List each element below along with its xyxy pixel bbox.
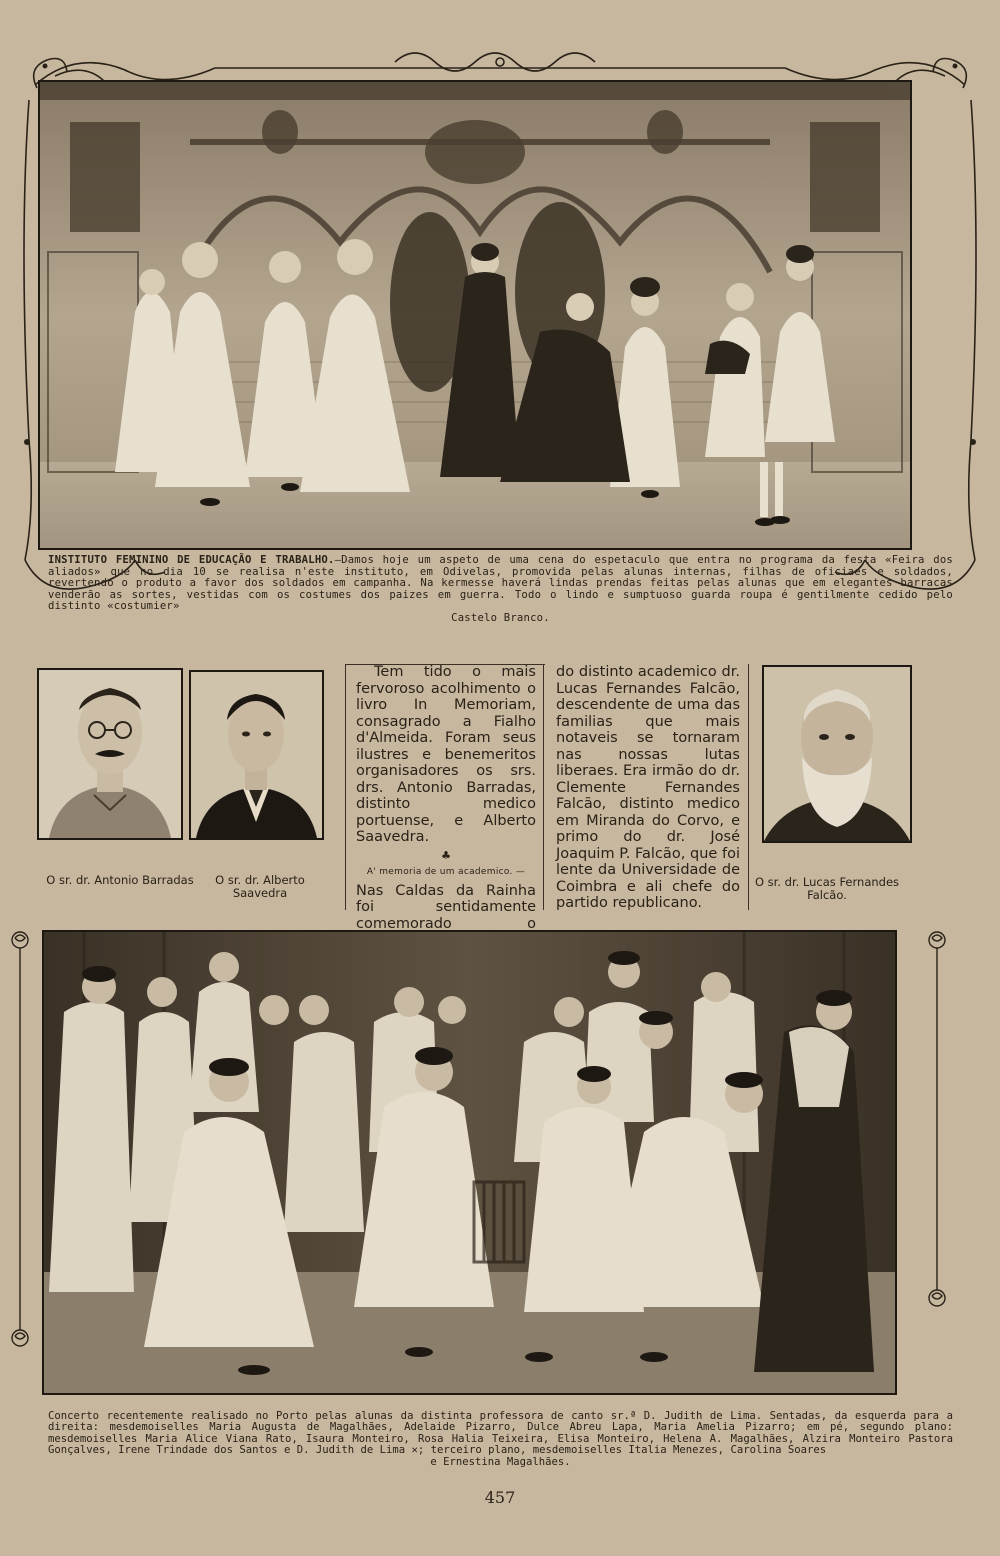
article-paragraph-1: Tem tido o mais fervoroso acolhimento o livro In Memoriam, consagrado a Fialho d'Almeida. Foram seus ilustres e benemeritos organisadores os srs. drs. Antonio Barradas, distinto medico portuense, e Alberto Saavedra. [356, 664, 536, 845]
article-rule-left [345, 664, 346, 910]
caption-saavedra: O sr. dr. Alberto Saavedra [215, 873, 305, 900]
portrait-antonio-barradas [37, 668, 183, 840]
top-caption [48, 555, 953, 625]
caption-barradas: O sr. dr. Antonio Barradas [46, 873, 194, 887]
portrait-alberto-saavedra [189, 670, 324, 840]
article-column-1 [356, 664, 536, 949]
article-rule-right [748, 664, 749, 910]
top-caption-lead: INSTITUTO FEMININO DE EDUCAÇÃO E TRABALHO. [48, 554, 335, 566]
bottom-caption-last-line: e Ernestina Magalhães. [430, 1455, 571, 1468]
article-subhead: A' memoria de um academico. — [366, 867, 526, 877]
rose-ornament-left [5, 920, 35, 1360]
concert-group-photo [42, 930, 897, 1395]
article-rule-middle [543, 664, 544, 910]
page-number: 457 [484, 1488, 516, 1507]
article-paragraph-2: Nas Caldas da Rainha foi sentidamente comemorado o [356, 882, 536, 932]
bottom-caption-body: Concerto recentemente realisado no Porto pelas alunas da distinta professora de canto sr.ª D. Judith de Lima. Sentadas, da esquerda para a direita: mesdemoiselles Maria Augusta de Magalhães, Adelaide Pizarro, Dulce Abreu Lapa, Maria Amelia Pizarro; em pé, segundo plano: mesdemoiselles Maria Alice Viana Rato, Isaura Monteiro, Rosa Halia Teixeira, Elisa Monteiro, Helena A. Magalhães, Alzira Monteiro Pastora Gonçalves, Irene Trindade dos Santos e D. Judith de Lima ✕; terceiro plano, mesdemoiselles Italia Menezes, Carolina Soares [48, 1410, 953, 1457]
portrait-lucas-falcao [762, 665, 912, 843]
rose-ornament-right [922, 920, 952, 1360]
top-caption-body: —Damos hoje um aspeto de uma cena do espetaculo que entra no programa da festa «Feira dos aliados» que no dia 10 se realisa n'este instituto, em Odivelas, promovida pelas alunas internas, filhas de oficiaes e soldados, revertendo o produto a favor dos soldados em campanha. Na kermesse haverá lindas prendas feitas pelas alunas que em elegantes barracas venderão as sortes, vestidas com os costumes dos paizes em guerra. Todo o lindo e sumptuoso guarda roupa é gentilmente cedido pelo distinto «costumier» [48, 554, 953, 613]
top-caption-signature: Castelo Branco. [451, 611, 550, 624]
bottom-caption [48, 1411, 953, 1468]
caption-falcao: O sr. dr. Lucas Fernandes Falcão. [754, 875, 900, 902]
stage-scene-photo [38, 80, 912, 550]
article-column-2 [556, 664, 740, 912]
ornament-star: ♣ [441, 848, 451, 862]
article-paragraph-3: do distinto academico dr. Lucas Fernandes Falcão, descendente de uma das familias que mais notaveis se tornaram nas nossas lutas liberaes. Era irmão do dr. Clemente Fernandes Falcão, distinto medico em Miranda do Corvo, e primo do dr. José Joaquim P. Falcão, que foi lente da Universidade de Coimbra e ali chefe do partido republicano. [556, 664, 740, 911]
